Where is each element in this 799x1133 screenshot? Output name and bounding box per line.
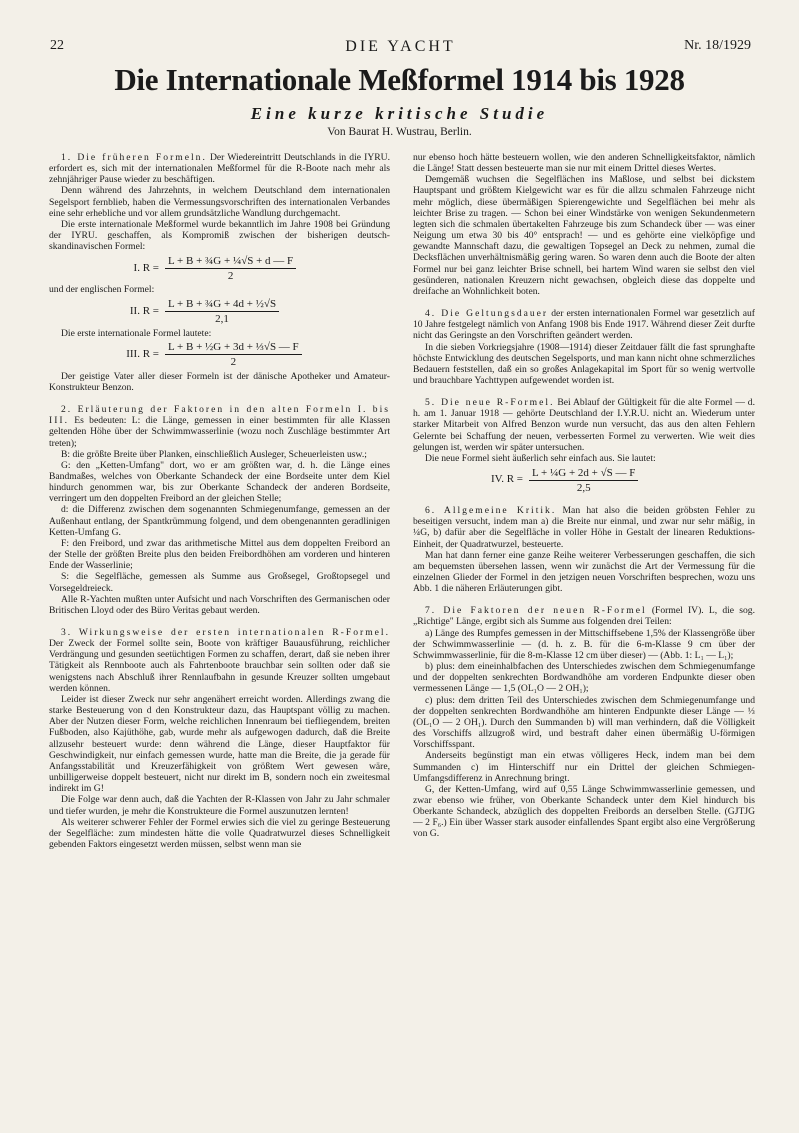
paragraph: a) Länge des Rumpfes gemessen in der Mittschiffsebene 1,5% der Klassengröße über der Schwimmwasserlinie — (d. h. z. B. für die 6-m-Klasse 9 cm über der Schwimmwasserlinie, für die 8-m-Klasse 12 cm über dieser) — (Abb. 1: L₁ — L₁); bbox=[413, 627, 755, 661]
paragraph: F: den Freibord, und zwar das arithmetische Mittel aus dem doppelten Freibord an der Stelle der größten Breite plus den beiden Freibordhöhen am vorderen und hinteren Ende der Wasserlinie; bbox=[49, 537, 390, 572]
section-heading: 7. Die Faktoren der neuen R-Formel bbox=[425, 605, 647, 617]
paragraph: 6. Allgemeine Kritik. Man hat also die beiden gröbsten Fehler zu beseitigen versucht, indem man a) die Breite nur einmal, und zwar nur sehr mäßig, in ¼G, b) dafür aber die Segelfläche in voller Höhe in Gestalt der linearen Reduktions-Einheit, der Quadratwurzel, besteuerte. bbox=[413, 505, 755, 550]
section-heading: 1. Die früheren Formeln. bbox=[61, 152, 207, 163]
section-heading: 2. Erläuterung der Faktoren in den alten Formeln I. bis III. bbox=[49, 404, 390, 427]
paragraph: Der geistige Vater aller dieser Formeln ist der dänische Apotheker und Amateur-Konstrukteur Benzon. bbox=[49, 370, 390, 393]
section-heading: 3. Wirkungsweise der ersten internationalen R-Formel. bbox=[61, 627, 390, 638]
article-author: Von Baurat H. Wustrau, Berlin. bbox=[327, 126, 472, 138]
paragraph: nur ebenso hoch hätte besteuern wollen, wie den anderen Schnelligkeitsfaktor, nämlich die Länge! Statt dessen besteuerte man sie nur mit einem Drittel dieses Wertes. bbox=[413, 152, 755, 175]
paragraph: G, der Ketten-Umfang, wird auf 0,55 Länge Schwimmwasserlinie gemessen, und zwar ebenso wie früher, von Oberkante Schandeck unter dem Kiel hindurch bis Oberkante Schandeck, abzüglich des doppelten Freibords an derselben Stelle. (GJTJG — 2 F₆.) Ein über Wasser stark ausoder einfallendes Spant ergibt also eine Vergrößerung von G. bbox=[413, 783, 755, 840]
formula-label: III. R = bbox=[126, 348, 159, 361]
formula-fraction bbox=[529, 467, 638, 494]
paragraph: Die Folge war denn auch, daß die Yachten der R-Klassen von Jahr zu Jahr schmaler und tiefer wurden, je mehr die Konstrukteure die Formel auszunutzen lernten! bbox=[49, 794, 390, 817]
paragraph: 5. Die neue R-Formel. Bei Ablauf der Gültigkeit für die alte Formel — d. h. am 1. Januar 1918 — gehörte Deutschland der I.Y.R.U. nicht an. Wiederum unter starker Mitarbeit von Alfred Benzon wurde nun versucht, das aus den alten Fehlern Gelernte bei Schaffung der neuen, verbesserten Formel zu verwerten. Wie weit dies gelungen ist, werden wir später untersuchen. bbox=[413, 397, 755, 453]
paragraph: d: die Differenz zwischen dem sogenannten Schmiegenumfange, gemessen an der Außenhaut entlang, der Spantkrümmung folgend, und dem obengenannten geradlinigen Ketten-Umfang G. bbox=[49, 504, 390, 538]
formula-fraction bbox=[165, 255, 296, 282]
paragraph: 4. Die Geltungsdauer der ersten internationalen Formel war gesetzlich auf 10 Jahre festgelegt nämlich von Anfang 1908 bis Ende 1917. Während dieser Zeit durfte nicht das Geringste an den Vorschriften geändert werden. bbox=[413, 308, 755, 342]
paragraph: Denn während des Jahrzehnts, in welchem Deutschland dem internationalen Segelsport fernblieb, haben die Vermessungsvorschriften des internationalen Verbandes eine sehr erhebliche und vor allem grundsätzliche Wandlung durchgemacht. bbox=[49, 185, 390, 219]
paragraph: Die erste internationale Formel lautete: bbox=[61, 327, 212, 339]
paragraph: Man hat dann ferner eine ganze Reihe weiterer Verbesserungen geschaffen, die sich am bequemsten übersehen lassen, wenn wir zunächst die Art der Vermessung für die einzelnen Glieder der Formel in den jetzigen neuen Vorschriften besprechen, wozu uns Abb. 1 die näheren Erläuterungen gibt. bbox=[413, 549, 755, 595]
formula-fraction bbox=[165, 341, 302, 368]
article-subtitle: Eine kurze kritische Studie bbox=[250, 104, 549, 123]
formula-label: I. R = bbox=[133, 261, 159, 274]
formula-label: IV. R = bbox=[491, 473, 523, 486]
formula-denominator: 2,5 bbox=[576, 481, 591, 494]
paragraph: Als weiterer schwerer Fehler der Formel erwies sich die viel zu geringe Besteuerung der Segelfläche: zum mindesten hätte die volle Quadratwurzel dieses Schnelligkeit gebenden Faktors eingesetzt werden müssen, selbst wenn man sie bbox=[49, 816, 390, 850]
paragraph: c) plus: dem dritten Teil des Unterschiedes zwischen dem Schmiegenumfange und der doppelten senkrechten Bordwandhöhe am hinteren Endpunkte dieser Länge — ⅓ (OL₁O — 2 OH₁). Durch den Summanden b) will man verhindern, daß die Völligkeit des Vorschiffs allzugroß wird, und bestraft daher einen übermäßig U-förmigen Vorschiffsspant. bbox=[413, 694, 755, 751]
formula-fraction bbox=[165, 298, 279, 325]
paragraph: In die sieben Vorkriegsjahre (1908—1914) dieser Zeitdauer fällt die fast sprunghafte höchste Entwicklung des deutschen Segelsports, und man kann nicht ohne schmerzliches Bedauern feststellen, daß ein so großes Anlagekapital im Sport für so wenig wertvolle und brauchbare Yachttypen aufgewendet worden ist. bbox=[413, 341, 755, 386]
paragraph: 7. Die Faktoren der neuen R-Formel (Formel IV). L, die sog. „Richtige" Länge, ergibt sich als Summe aus folgenden drei Teilen: bbox=[413, 605, 755, 628]
paragraph: Die neue Formel sieht äußerlich sehr einfach aus. Sie lautet: bbox=[425, 452, 656, 464]
formula-label: II. R = bbox=[129, 304, 159, 317]
paragraph: und der englischen Formel: bbox=[49, 284, 155, 296]
formula-1 bbox=[49, 254, 390, 282]
paragraph: G: den „Ketten-Umfang" dort, wo er am größten war, d. h. die Länge eines Bandmaßes, welches von Oberkante Schandeck der eine Bordseite unter dem Kiel hindurch genommen war, bis zur Oberkante Schandeck der anderen Bordseite, verringert um den doppelten Freibord an der gleichen Stelle; bbox=[49, 459, 390, 505]
formula-numerator: L + B + ¾G + ¼√S + d — F bbox=[165, 255, 296, 269]
right-column bbox=[413, 152, 755, 1112]
formula-numerator: L + B + ½G + 3d + ⅓√S — F bbox=[165, 341, 302, 355]
formula-numerator: L + ¼G + 2d + √S — F bbox=[529, 467, 638, 481]
paragraph: 2. Erläuterung der Faktoren in den alten Formeln I. bis III. Es bedeuten: L: die Länge, gemessen in einer bestimmten für alle Klassen geltenden Höhe über der Schwimmwasserlinie (wozu noch Zuschläge bestimmter Art treten); bbox=[49, 404, 390, 449]
page-number: 22 bbox=[50, 38, 64, 53]
paragraph: 3. Wirkungsweise der ersten internationalen R-Formel. Der Zweck der Formel sollte sein, Boote von kräftiger Bauausführung, reichlicher Verdrängung und gesunden seetüchtigen Formen zu schaffen, derart, daß sie neben ihrer Tätigkeit als Rennboote auch als Fahrtenboote brauchbar sein sollten oder daß sie wenigstens nach Abschluß ihrer Rennlaufbahn in gesunde Kreuzer sollten umgebaut werden können. bbox=[49, 627, 390, 694]
formula-2 bbox=[49, 298, 390, 326]
paragraph: Alle R-Yachten mußten unter Aufsicht und nach Vorschriften des Germanischen oder Britischen Lloyd oder des Büro Veritas gebaut werden. bbox=[49, 593, 390, 616]
formula-4 bbox=[413, 466, 755, 494]
issue-number: Nr. 18/1929 bbox=[684, 38, 751, 53]
formula-denominator: 2 bbox=[230, 356, 237, 369]
formula-denominator: 2 bbox=[227, 269, 234, 282]
paragraph: Die erste internationale Meßformel wurde bekanntlich im Jahre 1908 bei Gründung der IYRU. geschaffen, als Kompromiß zwischen der bisherigen deutsch-skandinavischen Formel: bbox=[49, 218, 390, 253]
article-title: Die Internationale Meßformel 1914 bis 1928 bbox=[114, 62, 685, 97]
section-heading: 4. Die Geltungsdauer bbox=[425, 308, 549, 320]
paragraph: Anderseits begünstigt man ein etwas völligeres Heck, indem man bei dem Summanden c) im Hinterschiff nur ein Drittel der gleichen Schmiegen-Umfangsdifferenz in Anrechnung bringt. bbox=[413, 750, 755, 784]
section-heading: 5. Die neue R-Formel. bbox=[425, 397, 555, 409]
paragraph: B: die größte Breite über Planken, einschließlich Ausleger, Scheuerleisten usw.; bbox=[61, 448, 367, 460]
paragraph: Demgemäß wuchsen die Segelflächen ins Maßlose, und selbst bei dickstem Hauptspant und größtem Kielgewicht war es für die allzu schmalen Fahrzeuge nicht mehr möglich, diese übermäßigen Spierengewichte und Segelflächen bei mehr als leichter Brise zu tragen. — Schon bei einer Windstärke von wenigen Sekundenmetern legten sich die schmalen übertakelten Fahrzeuge bis zum Schandeck über — was einer Neigung um etwa 30 bis 40° entsprach! — und es gehörte eine vielköpfige und gewandte Mannschaft dazu, die gewaltigen Topsegel an Deck zu nehmen, zumal die Decksflächen unverhältnismäßig gering waren. So waren denn auch die Boote der alten Formel nur bei ganz leichter Brise schnell, bei hartem Wind waren sie selbst den viel gesünderen, nationalen Kreuzern nicht gewachsen, obgleich diese das doppelte und dreifache an Wohnlichkeit boten. bbox=[413, 174, 755, 297]
paragraph: b) plus: dem eineinhalbfachen des Unterschiedes zwischen dem Schmiegenumfange und der doppelten senkrechten Bordwandhöhe am vorderen Endpunkte dieser oben vermessenen Länge — 1,5 (OL₁O — 2 OH₁); bbox=[413, 661, 755, 695]
paragraph: 1. Die früheren Formeln. Der Wiedereintritt Deutschlands in die IYRU. erfordert es, sich mit der internationalen Meßformel für die R-Boote nach mehr als zehnjähriger Pause wieder zu beschäftigen. bbox=[49, 152, 390, 186]
formula-numerator: L + B + ¾G + 4d + ½√S bbox=[165, 298, 279, 312]
page-header bbox=[50, 38, 751, 58]
paragraph: S: die Segelfläche, gemessen als Summe aus Großsegel, Großtopsegel und Vorsegeldreieck. bbox=[49, 571, 390, 594]
formula-denominator: 2,1 bbox=[215, 313, 229, 326]
paragraph: Leider ist dieser Zweck nur sehr angenähert erreicht worden. Allerdings zwang die starke Besteuerung von d den Konstrukteur dazu, das Hauptspant völlig zu machen. Aber der Nutzen dieser Form, welche reichlichen Innenraum bei tiefliegendem, breiten Fußboden, also Kajüthöhe, gab, wurde mehr als aufgewogen dadurch, daß die Breite allzusehr besteuert wurde: denn während die Länge, dieser Hauptfaktor für Geschwindigkeit, nur einfach gemessen wurde, hatte man die Breite, die ja gerade für Anfangsstabilität und Kreuzerfähigkeit von größtem Wert gewesen wäre, unbilligerweise doppelt besteuert, nicht nur direkt im B, sondern noch ein zweitesmal indirekt im G! bbox=[49, 693, 390, 795]
journal-name: DIE YACHT bbox=[345, 38, 456, 55]
section-heading: 6. Allgemeine Kritik. bbox=[425, 505, 557, 517]
left-column bbox=[49, 152, 390, 1112]
formula-3 bbox=[49, 341, 390, 369]
